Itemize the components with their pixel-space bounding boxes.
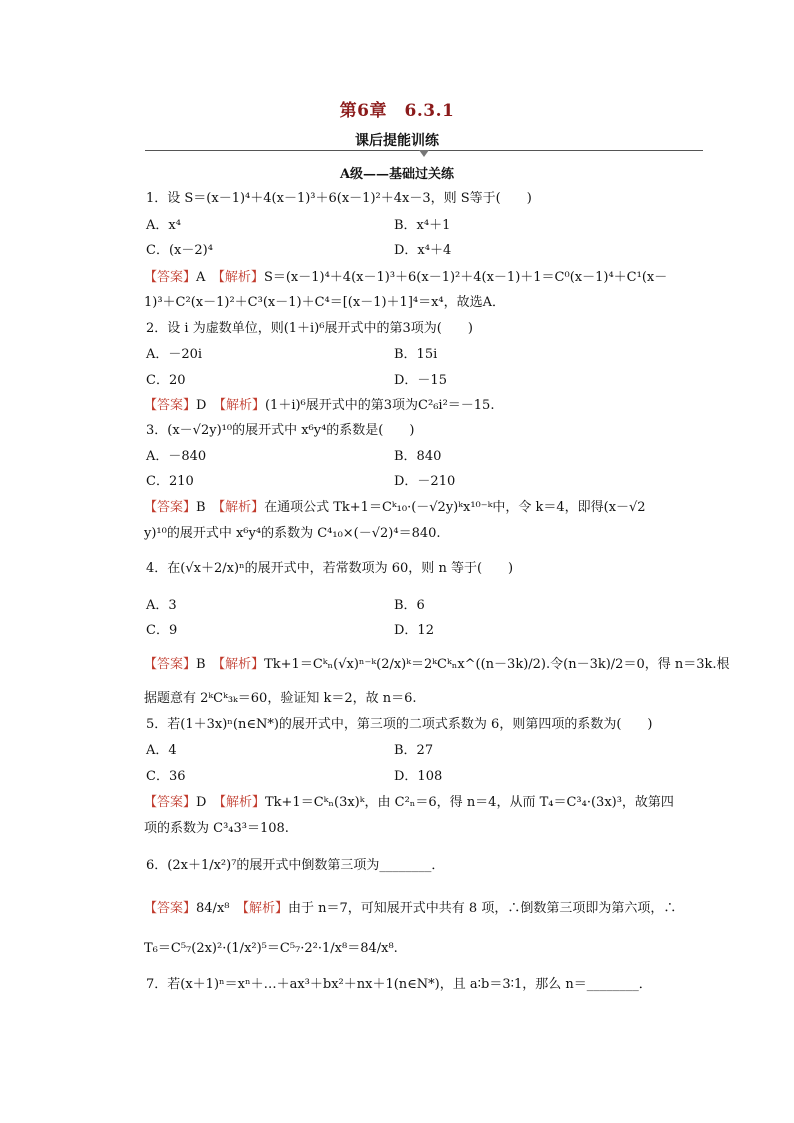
analysis-label: 【解析】 (218, 657, 265, 672)
question-stem: 2．设 i 为虚数单位，则(1＋i)⁶展开式中的第3项为( ) (146, 321, 473, 336)
subtitle: 课后提能训练 (355, 133, 439, 149)
question-stem: 3．(x－√2y)¹⁰的展开式中 x⁶y⁴的系数是( ) (146, 423, 415, 438)
analysis-text: T₆＝C⁵₇(2x)²·(1/x²)⁵＝C⁵₇·2²·1/x⁸＝84/x⁸. (144, 941, 398, 956)
answer-value: D (196, 795, 207, 810)
question-stem: 6．(2x＋1/x²)⁷的展开式中倒数第三项为________． (146, 858, 445, 873)
analysis-text: Tk+1＝Cᵏₙ(3x)ᵏ，由 C²ₙ＝6，得 n＝4，从而 T₄＝C³₄·(3x)³，故第四 (264, 795, 674, 810)
option: B．6 (394, 598, 425, 613)
answer-value: A (196, 270, 206, 285)
option: D．－15 (394, 373, 447, 388)
option: B．27 (394, 743, 434, 758)
answer-label: 【答案】 (144, 398, 197, 413)
analysis-text: Tk+1＝Cᵏₙ(√x)ⁿ⁻ᵏ(2/x)ᵏ＝2ᵏCᵏₙx^((n－3k)/2).令(n－3k)/2＝0，得 n＝3k.根 (264, 657, 730, 672)
option: D．－210 (394, 474, 456, 489)
answer-line (144, 656, 730, 674)
option: D．x⁴＋4 (394, 243, 452, 258)
question-stem: 5．若(1＋3x)ⁿ(n∈N*)的展开式中，第三项的二项式系数为 6，则第四项的系数为( ) (146, 717, 653, 732)
analysis-text: S＝(x－1)⁴＋4(x－1)³＋6(x－1)²＋4(x－1)＋1＝C⁰(x－1)⁴＋C¹(x－ (263, 270, 668, 285)
analysis-label: 【解析】 (219, 795, 265, 810)
question-stem: 4．在(√x＋2/x)ⁿ的展开式中，若常数项为 60，则 n 等于( ) (146, 561, 514, 576)
option: A．4 (146, 743, 177, 758)
option: D．108 (394, 769, 443, 784)
option: A．－20i (146, 347, 203, 362)
option: B．15i (394, 347, 438, 362)
analysis-text: y)¹⁰的展开式中 x⁶y⁴的系数为 C⁴₁₀×(－√2)⁴＝840. (144, 526, 441, 541)
answer-value: B (196, 500, 206, 515)
option: C．20 (146, 373, 186, 388)
option: C．9 (146, 623, 178, 638)
answer-line (144, 397, 494, 415)
answer-label: 【答案】 (144, 795, 197, 810)
question-stem: 7．若(x＋1)ⁿ＝xⁿ＋…＋ax³＋bx²＋nx＋1(n∈N*)，且 a∶b＝3∶1，那么 n＝________． (146, 977, 652, 992)
option: C．(x－2)⁴ (146, 243, 213, 258)
divider-triangle-icon (419, 150, 429, 157)
analysis-label: 【解析】 (218, 500, 265, 515)
answer-label: 【答案】 (144, 500, 197, 515)
answer-label: 【答案】 (144, 901, 197, 916)
analysis-label: 【解析】 (219, 398, 265, 413)
option: C．36 (146, 769, 186, 784)
section-heading: A级——基础过关练 (339, 167, 455, 182)
answer-line (144, 794, 674, 812)
answer-label: 【答案】 (144, 270, 197, 285)
answer-line (144, 269, 667, 287)
analysis-text: 在通项公式 Tk+1＝Cᵏ₁₀·(－√2y)ᵏx¹⁰⁻ᵏ中，令 k＝4，即得(x－√2 (264, 500, 646, 515)
analysis-label: 【解析】 (242, 901, 289, 916)
answer-label: 【答案】 (144, 657, 197, 672)
answer-line (144, 499, 646, 517)
option: B．840 (394, 449, 442, 464)
answer-line (144, 900, 676, 918)
chapter-title: 第6章 6.3.1 (339, 101, 455, 121)
analysis-text: 由于 n＝7，可知展开式中共有 8 项，∴倒数第三项即为第六项，∴ (288, 901, 677, 916)
answer-value: D (196, 398, 207, 413)
answer-value: B (196, 657, 206, 672)
option: C．210 (146, 474, 194, 489)
analysis-text: 项的系数为 C³₄3³＝108. (144, 821, 289, 836)
option: A．3 (146, 598, 177, 613)
analysis-text: (1＋i)⁶展开式中的第3项为C²₆i²＝－15. (264, 398, 495, 413)
option: B．x⁴＋1 (394, 218, 451, 233)
answer-value: 84/x⁸ (196, 901, 230, 916)
analysis-text: 据题意有 2ᵏCᵏ₃ₖ＝60，验证知 k＝2，故 n＝6. (144, 691, 417, 706)
option: A．x⁴ (146, 218, 181, 233)
option: D．12 (394, 623, 434, 638)
option: A．－840 (146, 449, 207, 464)
analysis-label: 【解析】 (218, 270, 264, 285)
question-stem: 1．设 S＝(x－1)⁴＋4(x－1)³＋6(x－1)²＋4x－3，则 S等于( ) (146, 191, 532, 206)
analysis-text: 1)³＋C²(x－1)²＋C³(x－1)＋C⁴＝[(x－1)＋1]⁴＝x⁴，故选A． (144, 295, 506, 310)
